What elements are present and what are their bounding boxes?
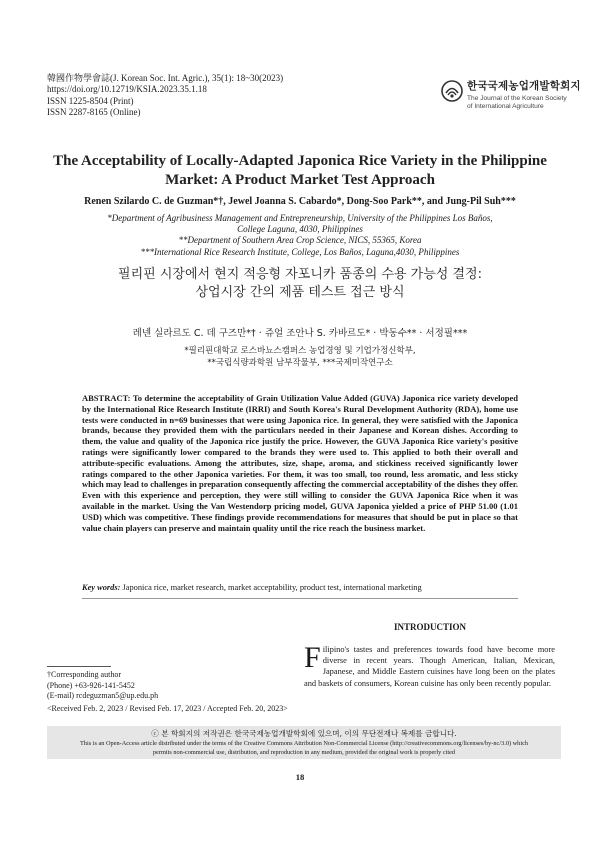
issn-online: ISSN 2287-8165 (Online) (47, 106, 141, 117)
corresponding-author: †Corresponding author (47, 670, 121, 679)
abstract: ABSTRACT: To determine the acceptability of Grain Utilization Value Added (GUVA) Japonica rice variety developed by the International Rice Research Institute (IRRI) and South Korea's Rural Development Authority (RDA), home use tests were conducted in n=69 businesses that were using Japonica rice. In general, they were satisfied with the Japonica brands, because they provided them with the particulars needed in their Japanese and Korean dishes. According to them, the value and quality of the Japonica rice justify the price. However, the GUVA Japonica Rice variety's positive ratings were significantly lower compared to the brands they were used to. This applied to both their overall and attribute-specific evaluations. Among the attributes, size, shape, aroma, and stickiness received significantly lower ratings compared to the other Japonica varieties. For them, it was too small, too round, less aromatic, and less sticky which may lead to challenges in preparation consequently affecting the commercial acceptability of the dishes they offer. Even with this experience and perception, they were still willing to consider the GUVA Japonica Rice when it was available in the market. Using the Van Westendorp pricing model, GUVA Japonica yielded a price of PHP 51.00 (1.01 USD) which was competitive. These findings provide recommendations for measures that should be put in place so that value chain players can preserve and maintain quality until the rice reach the business market. (82, 393, 518, 533)
affiliations: *Department of Agribusiness Management and Entrepreneurship, University of the Philippines Los Baños, College Laguna, 4030, Philippines **Department of Southern Area Crop Science, NICS, 55365, Korea ***International Rice Research Institute, College, Los Baños, Laguna,4030, Philippines (107, 213, 493, 257)
issn-print: ISSN 1225-8504 (Print) (47, 95, 134, 106)
footnote (47, 670, 288, 714)
keywords-text: Japonica rice, market research, market acceptability, product test, international marketing (122, 583, 422, 592)
keywords (82, 583, 518, 592)
license-text-line1: This is an Open-Access article distributed under the terms of the Creative Commons Attribution Non-Commercial License (http://creativecommons.org/licenses/by-nc/3.0) which (79, 739, 529, 747)
received-dates: <Received Feb. 2, 2023 / Revised Feb. 17, 2023 / Accepted Feb. 20, 2023> (47, 703, 288, 713)
author-email[interactable]: (E-mail) rcdeguzman5@up.edu.ph (47, 691, 159, 701)
society-logo (441, 78, 581, 114)
copyright-notice-ko: ⓒ 본 학회지의 저작권은 한국국제농업개발학회에 있으며, 이의 무단전재나 복제를 금합니다. (151, 729, 457, 738)
license-text-line2: permits non-commercial use, distribution, and reproduction in any medium, provided the original work is properly cited (152, 749, 456, 757)
author-phone: (Phone) +63-926-141-5452 (47, 680, 135, 690)
paper-title: The Acceptability of Locally-Adapted Japonica Rice Variety in the Philippine Market: A Product Market Test Approach (53, 153, 547, 188)
introduction-text: ilipino's tastes and preferences towards food have become more diverse in recent years. Though American, Italian, Mexican, Japanese, and Middle Eastern cuisines have long been on the plates and baskets of consumers, Korean cuisine has only been recently popular. (304, 645, 555, 688)
license-box (47, 726, 561, 759)
society-name-ko: 한국국제농업개발학회지 (467, 80, 581, 92)
doi-link[interactable]: https://doi.org/10.12719/KSIA.2023.35.1.18 (47, 84, 207, 95)
society-name-en: The Journal of the Korean Society of International Agriculture (467, 95, 567, 110)
korean-author-list: 레넨 실라르도 C. 데 구즈만*† · 쥬얼 조안나 S. 카바르도* · 박동수** · 서정필*** (132, 328, 468, 339)
korean-title: 필리핀 시장에서 현지 적응형 자포니카 품종의 수용 가능성 결정: 상업시장 간의 제품 테스트 접근 방식 (118, 267, 482, 300)
society-emblem-icon (441, 80, 463, 102)
author-list: Renen Szilardo C. de Guzman*†, Jewel Joanna S. Cabardo*, Dong-Soo Park**, and Jung-Pil Suh*** (84, 196, 516, 207)
journal-meta (47, 73, 283, 118)
korean-affiliations: *필리핀대학교 로스바뇨스캠퍼스 농업경영 및 기업가정신학부, **국립식량과학원 남부작물부, ***국제미작연구소 (184, 346, 416, 368)
keywords-label: Key words: (82, 583, 121, 592)
journal-citation: 韓國作物學會誌(J. Korean Soc. Int. Agric.), 35(1): 18~30(2023) (47, 73, 284, 83)
footnote-divider (47, 666, 111, 667)
introduction-body (304, 641, 555, 689)
introduction-heading: INTRODUCTION (393, 622, 466, 632)
keywords-divider (82, 598, 518, 599)
drop-cap: F (304, 641, 321, 674)
page-number: 18 (295, 772, 305, 782)
